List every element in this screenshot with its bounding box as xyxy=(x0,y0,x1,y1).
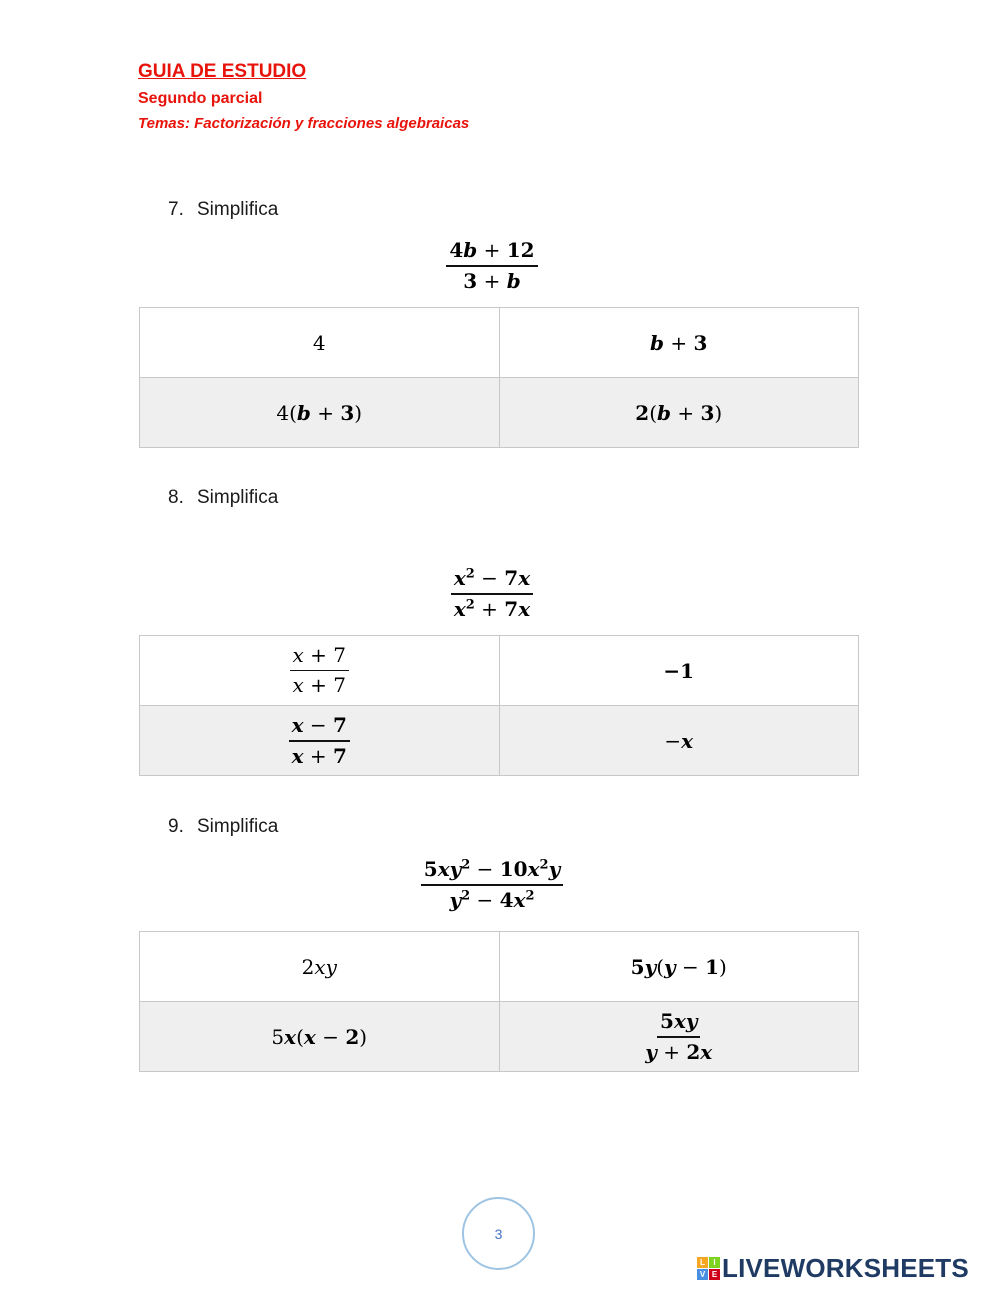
option-9b[interactable]: 5y(y − 1) xyxy=(499,932,859,1002)
document-topics: Temas: Factorización y fracciones algebraicas xyxy=(138,115,470,132)
page-number-text: 3 xyxy=(494,1225,503,1242)
page-number xyxy=(462,1197,535,1270)
question-8-expression xyxy=(0,566,984,622)
logo-icon xyxy=(697,1257,720,1280)
question-number: 8. xyxy=(168,487,184,508)
question-9-label xyxy=(168,815,278,839)
option-9a[interactable]: 2xy xyxy=(140,932,500,1002)
question-7-label xyxy=(168,198,278,222)
question-8-label xyxy=(168,486,278,510)
document-title: GUIA DE ESTUDIO xyxy=(138,61,307,82)
option-8d[interactable]: −x xyxy=(499,706,859,776)
logo-icon-tile: V xyxy=(697,1269,708,1280)
option-7d[interactable]: 2(b + 3) xyxy=(499,378,859,448)
fraction: $\frac{4b + 12}{3 + b}$ xyxy=(446,238,537,294)
option-8c[interactable]: $\frac{x - 7}{x + 7}$ xyxy=(140,706,500,776)
question-7-options xyxy=(139,307,859,448)
liveworksheets-logo xyxy=(697,1253,969,1284)
option-8a[interactable]: $\frac{x + 7}{x + 7}$ xyxy=(140,636,500,706)
question-9-expression xyxy=(0,857,984,913)
option-7a[interactable]: 4 xyxy=(140,308,500,378)
question-instruction: Simplifica xyxy=(197,816,279,837)
logo-icon-tile: I xyxy=(709,1257,720,1268)
document-subtitle: Segundo parcial xyxy=(138,90,263,107)
option-9c[interactable]: 5x(x − 2) xyxy=(140,1002,500,1072)
logo-icon-tile: L xyxy=(697,1257,708,1268)
question-instruction: Simplifica xyxy=(197,487,279,508)
logo-icon-tile: E xyxy=(709,1269,720,1280)
question-8-options xyxy=(139,635,859,776)
question-number: 7. xyxy=(168,199,184,220)
question-7-expression xyxy=(0,238,984,294)
logo-text: LIVEWORKSHEETS xyxy=(722,1253,969,1283)
document-header xyxy=(138,60,469,135)
fraction: $\frac{5xy^2 - 10x^2y}{y^2 - 4x^2}$ xyxy=(421,857,563,913)
question-9-options xyxy=(139,931,859,1072)
option-7b[interactable]: b + 3 xyxy=(499,308,859,378)
option-8b[interactable]: −1 xyxy=(499,636,859,706)
question-number: 9. xyxy=(168,816,184,837)
option-7c[interactable]: 4(b + 3) xyxy=(140,378,500,448)
option-9d[interactable]: $\frac{5xy}{y + 2x}$ xyxy=(499,1002,859,1072)
question-instruction: Simplifica xyxy=(197,199,279,220)
fraction: $\frac{x^2 - 7x}{x^2 + 7x}$ xyxy=(451,566,533,622)
